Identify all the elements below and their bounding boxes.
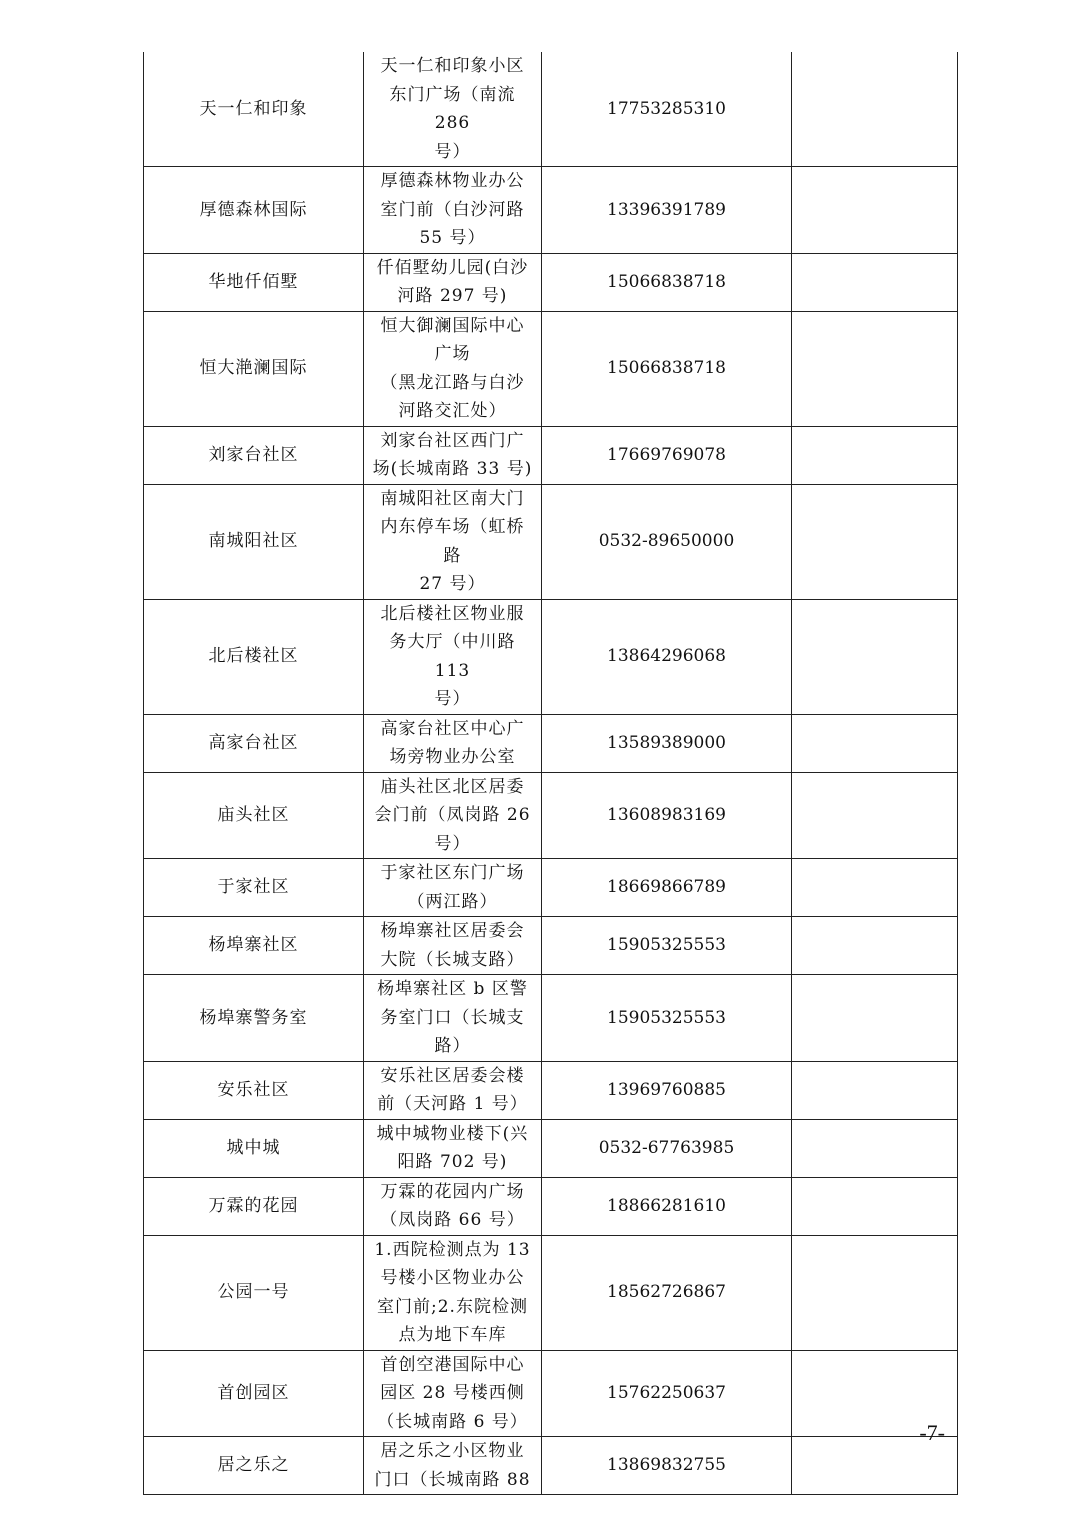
site-location-cell: 厚德森林物业办公 室门前（白沙河路 55 号） [364,167,542,254]
site-note-cell [792,1235,958,1350]
site-phone-cell: 15066838718 [542,311,792,426]
site-name-cell: 城中城 [144,1119,364,1177]
site-name-cell: 居之乐之 [144,1437,364,1495]
table-row [144,772,958,859]
site-name-cell: 恒大滟澜国际 [144,311,364,426]
site-phone-cell: 13869832755 [542,1437,792,1495]
table-row [144,1119,958,1177]
table-row [144,253,958,311]
site-phone-cell: 13589389000 [542,714,792,772]
site-note-cell [792,253,958,311]
site-name-cell: 杨埠寨警务室 [144,975,364,1062]
site-note-cell [792,714,958,772]
table-row [144,1061,958,1119]
site-location-cell: 刘家台社区西门广 场(长城南路 33 号) [364,426,542,484]
site-phone-cell: 17669769078 [542,426,792,484]
site-location-cell: 居之乐之小区物业 门口（长城南路 88 [364,1437,542,1495]
site-note-cell [792,917,958,975]
table-row [144,859,958,917]
site-name-cell: 首创园区 [144,1350,364,1437]
site-phone-cell: 18669866789 [542,859,792,917]
site-phone-cell: 17753285310 [542,52,792,167]
site-note-cell [792,426,958,484]
table-row [144,1177,958,1235]
site-location-cell: 庙头社区北区居委 会门前（凤岗路 26 号） [364,772,542,859]
site-location-cell: 1.西院检测点为 13 号楼小区物业办公 室门前;2.东院检测 点为地下车库 [364,1235,542,1350]
table-row [144,975,958,1062]
site-note-cell [792,167,958,254]
site-note-cell [792,599,958,714]
site-note-cell [792,311,958,426]
site-note-cell [792,1119,958,1177]
site-name-cell: 南城阳社区 [144,484,364,599]
site-note-cell [792,975,958,1062]
page-number: -7- [919,1420,945,1445]
site-name-cell: 于家社区 [144,859,364,917]
site-location-cell: 城中城物业楼下(兴 阳路 702 号) [364,1119,542,1177]
table-row [144,1350,958,1437]
site-name-cell: 公园一号 [144,1235,364,1350]
site-phone-cell: 13608983169 [542,772,792,859]
site-location-cell: 仟佰墅幼儿园(白沙 河路 297 号) [364,253,542,311]
site-location-cell: 高家台社区中心广 场旁物业办公室 [364,714,542,772]
site-name-cell: 厚德森林国际 [144,167,364,254]
site-name-cell: 天一仁和印象 [144,52,364,167]
site-location-cell: 北后楼社区物业服 务大厅（中川路 113 号） [364,599,542,714]
site-note-cell [792,1061,958,1119]
site-phone-cell: 18562726867 [542,1235,792,1350]
site-phone-cell: 13969760885 [542,1061,792,1119]
site-phone-cell: 0532-67763985 [542,1119,792,1177]
site-name-cell: 刘家台社区 [144,426,364,484]
site-location-cell: 天一仁和印象小区 东门广场（南流 286 号） [364,52,542,167]
site-location-cell: 杨埠寨社区居委会 大院（长城支路） [364,917,542,975]
site-note-cell [792,772,958,859]
table-row [144,311,958,426]
site-location-cell: 杨埠寨社区 b 区警 务室门口（长城支 路） [364,975,542,1062]
site-location-cell: 安乐社区居委会楼 前（天河路 1 号） [364,1061,542,1119]
table-row [144,917,958,975]
table-row [144,426,958,484]
site-phone-cell: 18866281610 [542,1177,792,1235]
site-name-cell: 万霖的花园 [144,1177,364,1235]
site-name-cell: 北后楼社区 [144,599,364,714]
site-location-cell: 于家社区东门广场 （两江路） [364,859,542,917]
table-row [144,484,958,599]
site-location-cell: 恒大御澜国际中心 广场 （黑龙江路与白沙 河路交汇处） [364,311,542,426]
site-phone-cell: 0532-89650000 [542,484,792,599]
site-phone-cell: 15066838718 [542,253,792,311]
site-name-cell: 庙头社区 [144,772,364,859]
site-name-cell: 杨埠寨社区 [144,917,364,975]
table-row [144,714,958,772]
site-phone-cell: 15905325553 [542,975,792,1062]
site-location-cell: 首创空港国际中心 园区 28 号楼西侧 （长城南路 6 号） [364,1350,542,1437]
site-phone-cell: 13396391789 [542,167,792,254]
site-name-cell: 华地仟佰墅 [144,253,364,311]
site-name-cell: 安乐社区 [144,1061,364,1119]
site-phone-cell: 15905325553 [542,917,792,975]
site-phone-cell: 13864296068 [542,599,792,714]
site-location-cell: 南城阳社区南大门 内东停车场（虹桥路 27 号） [364,484,542,599]
table-row [144,599,958,714]
site-phone-cell: 15762250637 [542,1350,792,1437]
site-location-cell: 万霖的花园内广场 （凤岗路 66 号） [364,1177,542,1235]
site-note-cell [792,52,958,167]
table-row [144,1437,958,1495]
table-body [144,52,958,1495]
site-note-cell [792,1177,958,1235]
site-name-cell: 高家台社区 [144,714,364,772]
site-note-cell [792,859,958,917]
testing-sites-table [143,52,958,1495]
table-row [144,1235,958,1350]
site-note-cell [792,484,958,599]
table-row [144,52,958,167]
table-row [144,167,958,254]
